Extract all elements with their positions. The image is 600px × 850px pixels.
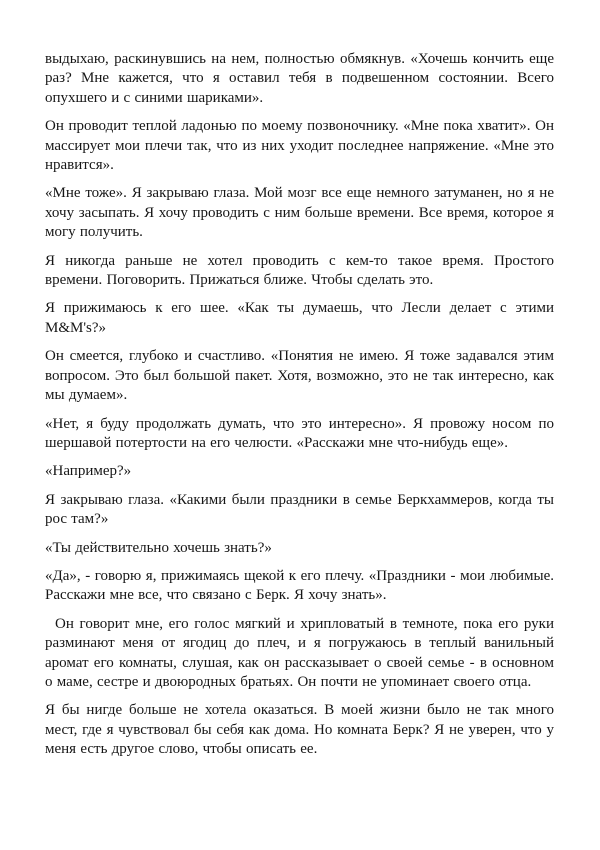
paragraph: «Нет, я буду продолжать думать, что это интересно». Я провожу носом по шершавой потертости на его челюсти. «Расскажи мне что-нибудь еще». [45, 415, 554, 451]
paragraph: Я закрываю глаза. «Какими были праздники в семье Беркхаммеров, когда ты рос там?» [45, 491, 554, 528]
paragraph: Я никогда раньше не хотел проводить с кем-то такое время. Простого времени. Поговорить. Прижаться ближе. Чтобы сделать это. [45, 252, 554, 289]
paragraph: Он проводит теплой ладонью по моему позвоночнику. «Мне пока хватит». Он массирует мои плечи так, что из них уходит последнее напряжение. «Мне это нравится». [45, 118, 554, 174]
paragraph: «Ты действительно хочешь знать?» [45, 539, 272, 556]
paragraph: Я бы нигде больше не хотела оказаться. В моей жизни было не так много мест, где я чувствовал бы себя как дома. Но комната Берк? Я не уверен, что у меня есть другое слово, чтобы описать ее. [45, 702, 554, 758]
paragraph: «Да», - говорю я, прижимаясь щекой к его плечу. «Праздники - мои любимые. Расскажи мне все, что связано с Берк. Я хочу знать». [45, 567, 554, 604]
paragraph: Он говорит мне, его голос мягкий и хрипловатый в темноте, пока его руки разминают меня от ягодиц до плеч, и я погружаюсь в теплый ванильный аромат его комнаты, слушая, как он рассказывает о своей семье - в основном о маме, сестре и двоюродных братьях. Он почти не упоминает своего отца. [45, 615, 554, 690]
paragraph: «Мне тоже». Я закрываю глаза. Мой мозг все еще немного затуманен, но я не хочу засыпать. Я хочу проводить с ним больше времени. Все время, которое я могу получить. [45, 185, 554, 241]
paragraph: «Например?» [45, 463, 132, 480]
paragraph: выдыхаю, раскинувшись на нем, полностью обмякнув. «Хочешь кончить еще раз? Мне кажется, что я оставил тебя в подвешенном состоянии. Всего опухшего и с синими шариками». [45, 51, 554, 106]
paragraph: Я прижимаюсь к его шее. «Как ты думаешь, что Лесли делает с этими M&M's?» [45, 300, 554, 336]
paragraph: Он смеется, глубоко и счастливо. «Понятия не имею. Я тоже задавался этим вопросом. Это был большой пакет. Хотя, возможно, это не так интересно, как мы думаем». [45, 348, 554, 404]
